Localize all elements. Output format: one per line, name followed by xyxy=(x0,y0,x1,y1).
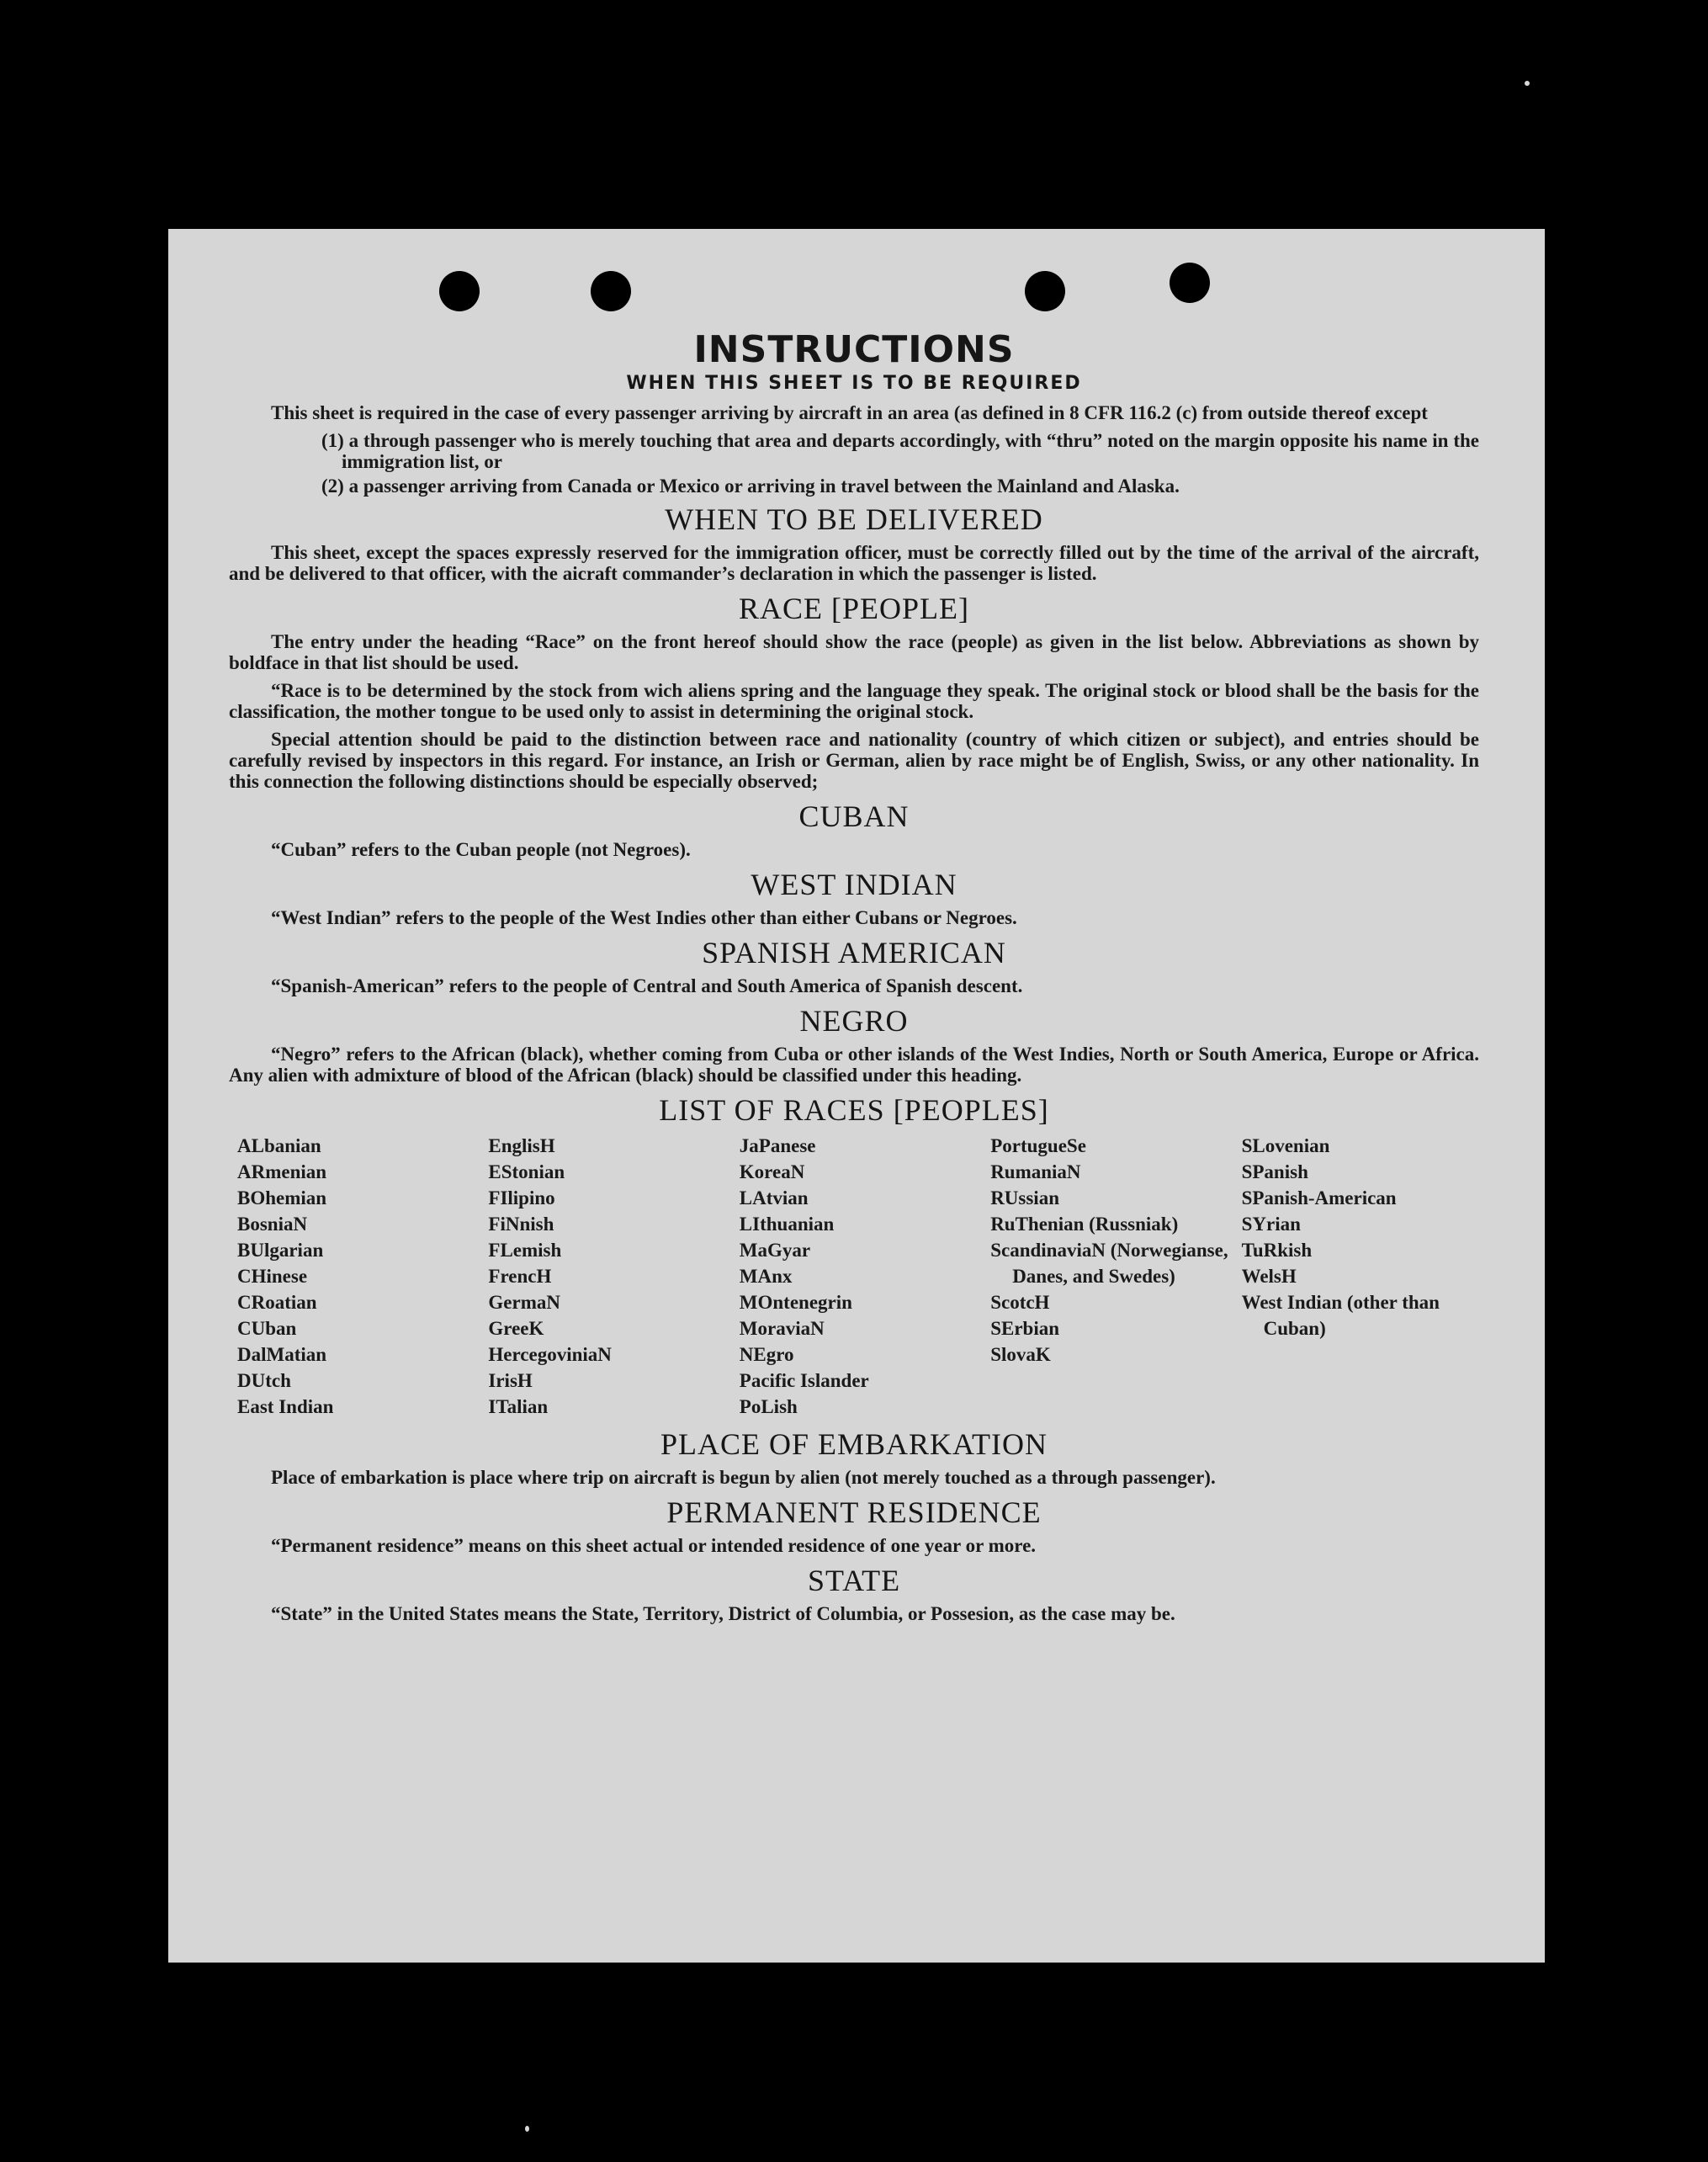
section-heading-race: RACE [PEOPLE] xyxy=(739,592,969,625)
section-heading-negro: NEGRO xyxy=(799,1004,909,1038)
race-entry: West Indian (other than Cuban) xyxy=(1241,1292,1440,1339)
races-column xyxy=(740,1133,977,1420)
race-entry: CUban xyxy=(237,1318,297,1339)
race-entry: CHinese xyxy=(237,1266,308,1287)
races-column xyxy=(488,1133,725,1420)
required-exception-item: (1) a through passenger who is merely touching that area and departs accordingly, with “thru” noted on the margin opposite his name in the immigration list, or xyxy=(321,430,1479,472)
race-entry: DUtch xyxy=(237,1370,291,1391)
race-entry: ITalian xyxy=(488,1396,549,1417)
race-paragraph: The entry under the heading “Race” on the front hereof should show the race (people) as given in the list below. Abbreviations as shown by boldface in that list should be used. xyxy=(229,631,1479,673)
race-entry: FrencH xyxy=(488,1266,552,1287)
race-entry: RuThenian (Russniak) xyxy=(990,1214,1179,1235)
punch-hole xyxy=(591,271,631,311)
embarkation-text: Place of embarkation is place where trip on aircraft is begun by alien (not merely touched as a through passenger). xyxy=(271,1467,1216,1488)
race-entry: SYrian xyxy=(1241,1214,1301,1235)
race-entry: FIlipino xyxy=(488,1187,555,1208)
race-entry: GermaN xyxy=(488,1292,560,1313)
race-entry: JaPanese xyxy=(739,1135,816,1156)
race-entry: PortugueSe xyxy=(990,1135,1086,1156)
race-entry: TuRkish xyxy=(1241,1240,1313,1261)
delivered-text: This sheet, except the spaces expressly reserved for the immigration officer, must be correctly filled out by the time of the arrival of the aircraft, and be delivered to that officer, with the aicraft commander’s declaration in which the passenger is listed. xyxy=(229,542,1479,584)
race-entry: PoLish xyxy=(739,1396,798,1417)
cuban-text: “Cuban” refers to the Cuban people (not Negroes). xyxy=(271,839,691,860)
sheet-content xyxy=(229,328,1479,1631)
race-entry: CRoatian xyxy=(237,1292,317,1313)
section-heading-delivered: WHEN TO BE DELIVERED xyxy=(665,502,1043,536)
state-text: “State” in the United States means the State, Territory, District of Columbia, or Possesion, as the case may be. xyxy=(271,1603,1175,1624)
section-heading-west-indian: WEST INDIAN xyxy=(751,868,957,901)
race-entry: DalMatian xyxy=(237,1344,327,1365)
race-entry: MoraviaN xyxy=(739,1318,825,1339)
residence-text: “Permanent residence” means on this sheet actual or intended residence of one year or more. xyxy=(271,1535,1037,1556)
race-entry: KoreaN xyxy=(739,1161,805,1182)
required-exception-item: (2) a passenger arriving from Canada or Mexico or arriving in travel between the Mainland and Alaska. xyxy=(321,475,1180,497)
race-entry: LIthuanian xyxy=(739,1214,835,1235)
races-list xyxy=(237,1133,1479,1420)
scan-speck xyxy=(525,2126,529,2132)
races-column xyxy=(237,1133,475,1420)
race-entry: SErbian xyxy=(990,1318,1060,1339)
required-intro: This sheet is required in the case of every passenger arriving by aircraft in an area (as defined in 8 CFR 116.2 (c) from outside thereof except xyxy=(271,402,1428,423)
race-entry: ALbanian xyxy=(237,1135,321,1156)
race-entry: IrisH xyxy=(488,1370,533,1391)
race-entry: MOntenegrin xyxy=(739,1292,852,1313)
race-entry: ScotcH xyxy=(990,1292,1050,1313)
race-entry: SlovaK xyxy=(990,1344,1051,1365)
race-entry: FLemish xyxy=(488,1240,562,1261)
race-entry: RumaniaN xyxy=(990,1161,1081,1182)
section-heading-list-of-races: LIST OF RACES [PEOPLES] xyxy=(659,1093,1049,1127)
race-entry: BosniaN xyxy=(237,1214,308,1235)
race-entry: ScandinaviaN (Norwegianse, Danes, and Swedes) xyxy=(990,1240,1228,1287)
race-entry: SPanish xyxy=(1241,1161,1308,1182)
negro-text: “Negro” refers to the African (black), whether coming from Cuba or other islands of the West Indies, North or South America, Europe or Africa. Any alien with admixture of blood of the African (black) should be classified under this heading. xyxy=(229,1044,1479,1086)
race-entry: ARmenian xyxy=(237,1161,327,1182)
race-entry: Pacific Islander xyxy=(739,1370,869,1391)
scan-speck xyxy=(1525,81,1530,86)
race-paragraph: “Race is to be determined by the stock from wich aliens spring and the language they speak. The original stock or blood shall be the basis for the classification, the mother tongue to be used only to assist in determining the original stock. xyxy=(229,680,1479,722)
section-heading-spanish-american: SPANISH AMERICAN xyxy=(702,936,1006,969)
race-entry: BOhemian xyxy=(237,1187,327,1208)
section-heading-cuban: CUBAN xyxy=(798,799,910,833)
race-entry: EStonian xyxy=(488,1161,565,1182)
page-subtitle: WHEN THIS SHEET IS TO BE REQUIRED xyxy=(626,373,1082,394)
page-title: INSTRUCTIONS xyxy=(693,328,1015,371)
races-column xyxy=(990,1133,1228,1420)
race-entry: SLovenian xyxy=(1241,1135,1330,1156)
punch-hole xyxy=(1025,271,1065,311)
race-entry: MaGyar xyxy=(739,1240,811,1261)
section-heading-state: STATE xyxy=(807,1564,901,1597)
race-entry: BUlgarian xyxy=(237,1240,324,1261)
race-entry: WelsH xyxy=(1241,1266,1297,1287)
race-entry: HercegoviniaN xyxy=(488,1344,612,1365)
section-heading-residence: PERMANENT RESIDENCE xyxy=(666,1495,1042,1529)
race-paragraph: Special attention should be paid to the distinction between race and nationality (country of which citizen or subject), and entries should be carefully revised by inspectors in this regard. For instance, an Irish or German, alien by race might be of English, Swiss, or any other nationality. In this connection the following distinctions should be especially observed; xyxy=(229,729,1479,792)
punch-hole xyxy=(439,271,480,311)
race-entry: EnglisH xyxy=(488,1135,555,1156)
race-entry: SPanish-American xyxy=(1241,1187,1397,1208)
west-indian-text: “West Indian” refers to the people of the West Indies other than either Cubans or Negroes. xyxy=(271,907,1017,928)
instruction-sheet xyxy=(168,229,1545,1963)
section-heading-embarkation: PLACE OF EMBARKATION xyxy=(660,1427,1048,1461)
punch-hole xyxy=(1170,263,1210,303)
race-entry: RUssian xyxy=(990,1187,1059,1208)
race-entry: East Indian xyxy=(237,1396,334,1417)
spanish-american-text: “Spanish-American” refers to the people of Central and South America of Spanish descent. xyxy=(271,975,1023,996)
race-entry: GreeK xyxy=(488,1318,544,1339)
races-column xyxy=(1242,1133,1479,1420)
race-entry: LAtvian xyxy=(739,1187,809,1208)
race-entry: NEgro xyxy=(739,1344,794,1365)
race-entry: FiNnish xyxy=(488,1214,554,1235)
race-entry: MAnx xyxy=(739,1266,793,1287)
